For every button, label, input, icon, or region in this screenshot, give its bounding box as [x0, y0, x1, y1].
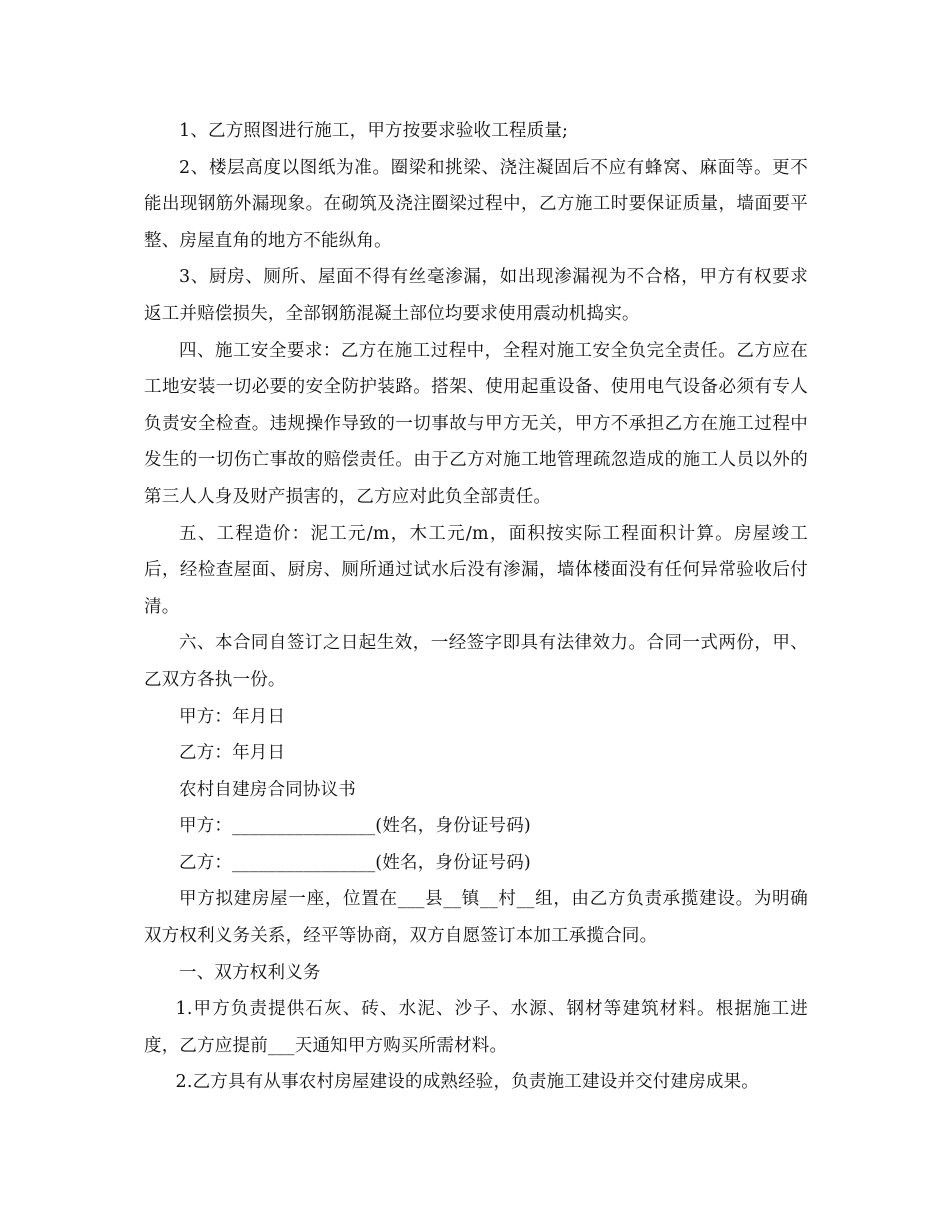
clause-effect: 六、本合同自签订之日起生效，一经签字即具有法律效力。合同一式两份，甲、乙双方各执一份。	[144, 633, 808, 690]
clause-1: 1、乙方照图进行施工，甲方按要求验收工程质量;	[179, 121, 569, 141]
section-heading: 一、双方权利义务	[179, 962, 321, 983]
clause-3: 3、厨房、厕所、屋面不得有丝毫渗漏，如出现渗漏视为不合格，甲方有权要求返工并赔偿损失，全部钢筋混凝土部位均要求使用震动机捣实。	[144, 267, 808, 324]
party-a-date: 甲方：年月日	[179, 706, 286, 727]
party-b-line: 乙方：________________(姓名，身份证号码)	[179, 852, 531, 873]
agreement-title: 农村自建房合同协议书	[179, 779, 356, 800]
party-a-line: 甲方：________________(姓名，身份证号码)	[179, 816, 531, 837]
clause-cost: 五、工程造价：泥工元/m，木工元/m，面积按实际工程面积计算。房屋竣工后，经检查屋面、厨房、厕所通过试水后没有渗漏，墙体楼面没有任何异常验收后付清。	[144, 523, 808, 617]
item-1: 1.甲方负责提供石灰、砖、水泥、沙子、水源、钢材等建筑材料。根据施工进度，乙方应提前___天通知甲方购买所需材料。	[144, 999, 808, 1056]
document-body	[144, 113, 808, 1101]
item-2: 2.乙方具有从事农村房屋建设的成熟经验，负责施工建设并交付建房成果。	[175, 1072, 759, 1093]
party-b-date: 乙方：年月日	[179, 743, 286, 764]
preamble: 甲方拟建房屋一座，位置在___县__镇__村__组，由乙方负责承揽建设。为明确双方权利义务关系，经平等协商，双方自愿签订本加工承揽合同。	[144, 889, 808, 947]
clause-2: 2、楼层高度以图纸为准。圈梁和挑梁、浇注凝固后不应有蜂窝、麻面等。更不能出现钢筋外漏现象。在砌筑及浇注圈梁过程中，乙方施工时要保证质量，墙面要平整、房屋直角的地方不能纵角。	[144, 157, 808, 251]
clause-safety: 四、施工安全要求：乙方在施工过程中，全程对施工安全负完全责任。乙方应在工地安装一切必要的安全防护装路。搭架、使用起重设备、使用电气设备必须有专人负责安全检查。违规操作导致的一切事故与甲方无关，甲方不承担乙方在施工过程中发生的一切伤亡事故的赔偿责任。由于乙方对施工地管理疏忽造成的施工人员以外的第三人人身及财产损害的，乙方应对此负全部责任。	[144, 340, 808, 507]
